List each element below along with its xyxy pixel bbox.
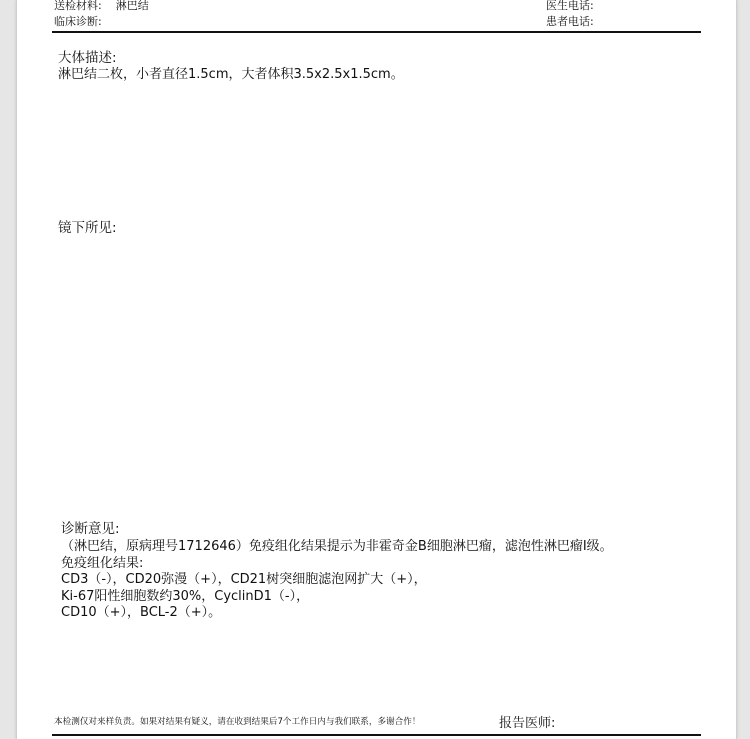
report-page [16, 0, 737, 739]
ihc-title: 免疫组化结果: [61, 556, 144, 571]
gross-description-text: 淋巴结二枚，小者直径1.5cm，大者体积3.5x2.5x1.5cm。 [58, 67, 404, 82]
specimen-row [54, 0, 149, 13]
ihc-line-3: CD10（+），BCL-2（+）。 [61, 605, 222, 620]
gross-description-title: 大体描述: [58, 50, 117, 66]
report-doctor-label: 报告医师: [499, 716, 556, 731]
footer-divider [52, 734, 701, 736]
microscopic-findings-title: 镜下所见: [58, 220, 117, 236]
specimen-label: 送检材料: [54, 0, 102, 12]
clinical-diagnosis-label: 临床诊断: [54, 15, 102, 28]
doctor-phone-label: 医生电话: [546, 0, 594, 12]
disclaimer-text: 本检测仅对来样负责。如果对结果有疑义，请在收到结果后7个工作日内与我们联系，多谢合作！ [54, 717, 421, 727]
diagnosis-text: （淋巴结，原病理号1712646）免疫组化结果提示为非霍奇金B细胞淋巴瘤，滤泡性淋巴瘤Ⅰ级。 [61, 539, 613, 554]
ihc-line-2: Ki-67阳性细胞数约30%，CyclinD1（-）， [61, 589, 310, 604]
diagnosis-title: 诊断意见: [61, 521, 120, 537]
header-divider [52, 31, 701, 33]
patient-phone-label: 患者电话: [546, 15, 594, 28]
specimen-value: 淋巴结 [115, 0, 149, 12]
ihc-line-1: CD3（-），CD20弥漫（+），CD21树突细胞滤泡网扩大（+）， [61, 572, 427, 587]
